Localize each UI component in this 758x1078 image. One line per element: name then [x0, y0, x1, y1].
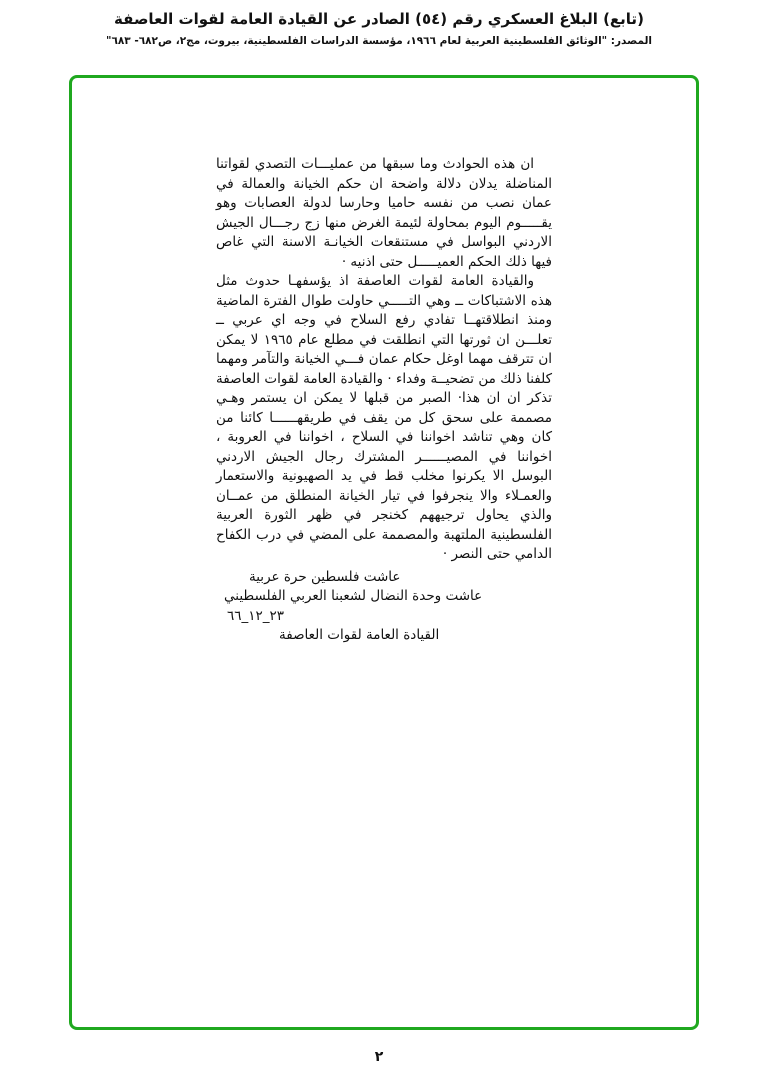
body-paragraph: والقيادة العامة لقوات العاصفة اذ يؤسفهـا حدوث مثل هذه الاشتباكات ــ وهي التـــــي حاولت طوال الفترة الماضية ومنذ انطلاقتهــا تفادي رفع السلاح في وجه اي عربي ــ تعلـــن ان ثورتها التي انطلقت في مطلع عام ١٩٦٥ لا يمكن ان تترقف مهما اوغل حكام عمان فـــي الخيانة والتآمر ومهما كلفنا ذلك من تضحيــة وفداء · والقيادة العامة لقوات العاصفة تذكر ان ان هذا· الصبر من قبلها لا يمكن ان يستمر وهـي مصممة على سحق كل من يقف في طريقهــــــا كائنا من كان وهي تناشد اخواننا في السلاح ، اخواننا في العروبة ، اخواننا في المصيــــــر المشترك رجال الجيش الاردني البوسل الا يكرنوا مخلب قط في يد الصهيونية والاستعمار والعمـلاء والا ينجرفوا في تيار الخيانة المنطلق من عمــان والذي يحاول ترجيههم كخنجر في ظهر الثورة العربية الفلسطينية الملتهبة والمصممة على المضي في درب الكفاح الدامي حتى النصر ·: [216, 273, 552, 562]
document-header: [0, 0, 758, 47]
document-title: (تابع) البلاغ العسكري رقم (٥٤) الصادر عن القيادة العامة لقوات العاصفة: [114, 10, 644, 28]
closing-signature: القيادة العامة لقوات العاصفة: [279, 627, 440, 643]
closing-slogan-line: عاشت فلسطين حرة عربية: [249, 568, 401, 585]
page-number: ٢: [374, 1049, 384, 1065]
body-paragraph: ان هذه الحوادث وما سبقها من عمليـــات التصدي لقواتنا المناضلة يدلان دلالة واضحة ان حكم الخيانة والعمالة في عمان نصب من نفسه حاميا وحارسا لدولة العصابات وهو يقـــــوم اليوم بمحاولة لئيمة الغرض منها زج رجـــال الجيش الاردني البواسل في مستنقعات الخيانـة الاسنة التي غاص فيها ذلك الحكم العميـــــل حتى اذنيه ·: [216, 156, 552, 270]
closing-date: ٢٣_١٢_٦٦: [227, 607, 285, 624]
green-border-frame: [69, 75, 699, 1030]
closing-slogan-line: عاشت وحدة النضال لشعبنا العربي الفلسطيني: [224, 588, 483, 604]
closing-block: [216, 568, 552, 646]
document-source-line: المصدر: "الوثائق الفلسطينية العربية لعام ١٩٦٦، مؤسسة الدراسات الفلسطينية، بيروت، مج٢، ص٦٨٢- ٦٨٣": [105, 35, 653, 47]
document-body: [216, 155, 552, 646]
